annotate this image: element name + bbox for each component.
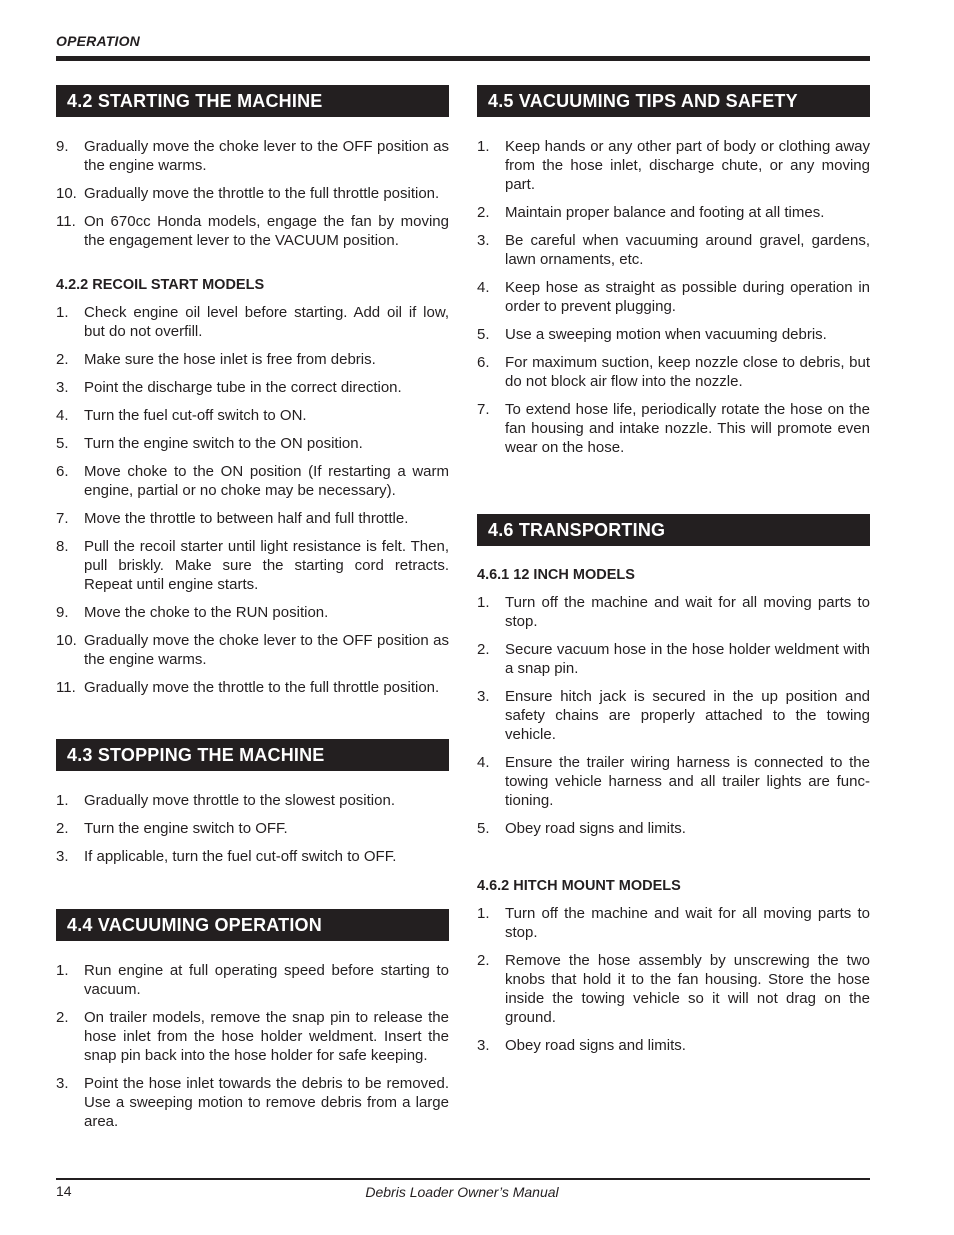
list-item-text: Move the choke to the RUN position.	[84, 604, 329, 621]
list-item-number: 9.	[56, 604, 69, 621]
right-column	[477, 85, 870, 1055]
list-item	[56, 462, 449, 500]
bottom-rule	[56, 1178, 870, 1180]
list-item-number: 1.	[56, 304, 69, 321]
list-item-number: 3.	[56, 379, 69, 396]
list-item-number: 2.	[477, 641, 490, 658]
list-item	[477, 904, 870, 942]
list-item-text: Ensure the trailer wiring harness is connected to the towing vehicle harness and all trailer lights are functioning.	[505, 754, 870, 809]
list-item	[477, 353, 870, 391]
list-item	[477, 753, 870, 810]
page-number: 14	[56, 1183, 72, 1199]
subsection-4-2-2-list	[56, 303, 449, 697]
list-item	[56, 1074, 449, 1131]
list-item-number: 11.	[56, 213, 76, 230]
list-item-text: On trailer models, remove the snap pin to release the hose inlet from the hose holder weldment. Insert the snap pin back into the hose holder for safe keeping.	[84, 1009, 449, 1064]
list-item-number: 4.	[56, 407, 69, 424]
list-item	[56, 791, 449, 810]
top-rule	[56, 56, 870, 61]
list-item	[56, 184, 449, 203]
section-4-6-heading: 4.6 TRANSPORTING	[477, 514, 870, 546]
list-item-number: 6.	[477, 354, 490, 371]
section-4-4-heading: 4.4 VACUUMING OPERATION	[56, 909, 449, 941]
list-item	[477, 137, 870, 194]
section-4-2-heading: 4.2 STARTING THE MACHINE	[56, 85, 449, 117]
list-item-text: Gradually move the choke lever to the OFF position as the engine warms.	[84, 138, 449, 174]
list-item-number: 5.	[477, 820, 490, 837]
list-item	[56, 378, 449, 397]
list-item-number: 11.	[56, 679, 76, 696]
list-item-text: Move the throttle to between half and full throttle.	[84, 510, 409, 527]
list-item-number: 4.	[477, 279, 490, 296]
left-column	[56, 85, 449, 1131]
list-item-text: Secure vacuum hose in the hose holder weldment with a snap pin.	[505, 641, 870, 677]
section-4-5-heading: 4.5 VACUUMING TIPS AND SAFETY	[477, 85, 870, 117]
list-item	[56, 434, 449, 453]
footer-manual-title: Debris Loader Owner’s Manual	[365, 1184, 559, 1200]
list-item	[56, 137, 449, 175]
list-item-text: Gradually move the throttle to the full throttle position.	[84, 679, 440, 696]
list-item	[56, 537, 449, 594]
list-item	[477, 687, 870, 744]
list-item	[56, 819, 449, 838]
list-item-text: Run engine at full operating speed before starting to vacuum.	[84, 962, 449, 998]
list-item	[477, 231, 870, 269]
list-item-text: Remove the hose assembly by unscrewing the two knobs that hold it to the fan housing. Store the hose inside the towing vehicle so it will not drag on the ground.	[505, 952, 870, 1026]
list-item-number: 10.	[56, 632, 77, 649]
list-item	[477, 819, 870, 838]
list-item-number: 2.	[56, 1009, 69, 1026]
list-item-number: 3.	[477, 688, 490, 705]
list-item	[477, 1036, 870, 1055]
list-item-text: Turn off the machine and wait for all moving parts to stop.	[505, 905, 870, 941]
list-item	[477, 400, 870, 457]
list-item-number: 2.	[477, 204, 490, 221]
list-item-text: Turn the fuel cut-off switch to ON.	[84, 407, 307, 424]
list-item-text: Move choke to the ON position (If restarting a warm engine, partial or no choke may be necessary).	[84, 463, 449, 499]
list-item-number: 1.	[477, 138, 490, 155]
list-item-text: If applicable, turn the fuel cut-off switch to OFF.	[84, 848, 397, 865]
list-item-text: Keep hose as straight as possible during operation in order to prevent plugging.	[505, 279, 870, 315]
list-item-number: 1.	[56, 792, 69, 809]
list-item-number: 2.	[56, 351, 69, 368]
section-4-4-list	[56, 961, 449, 1131]
subsection-4-6-1-heading: 4.6.1 12 INCH MODELS	[477, 567, 635, 583]
list-item-number: 2.	[477, 952, 490, 969]
section-4-3-list	[56, 791, 449, 866]
list-item-number: 5.	[477, 326, 490, 343]
list-item-text: For maximum suction, keep nozzle close to debris, but do not block air flow into the nozzle.	[505, 354, 870, 390]
section-4-2-list	[56, 137, 449, 250]
list-item	[56, 678, 449, 697]
list-item	[56, 603, 449, 622]
list-item-number: 3.	[56, 1075, 69, 1092]
list-item-text: Ensure hitch jack is secured in the up position and safety chains are properly attached to the towing vehicle.	[505, 688, 870, 743]
list-item-number: 1.	[477, 905, 490, 922]
list-item-number: 3.	[477, 232, 490, 249]
subsection-4-6-1-list	[477, 593, 870, 838]
subsection-4-6-2-heading: 4.6.2 HITCH MOUNT MODELS	[477, 878, 681, 894]
list-item-text: Pull the recoil starter until light resistance is felt. Then, pull briskly. Make sure the starting cord retracts. Repeat until engine starts.	[84, 538, 449, 593]
list-item-text: Turn the engine switch to the ON position.	[84, 435, 363, 452]
list-item-number: 6.	[56, 463, 69, 480]
list-item-number: 7.	[56, 510, 69, 527]
list-item-text: Check engine oil level before starting. Add oil if low, but do not overfill.	[84, 304, 449, 340]
list-item-text: On 670cc Honda models, engage the fan by moving the engagement lever to the VACUUM position.	[84, 213, 449, 249]
list-item-text: Be careful when vacuuming around gravel, gardens, lawn ornaments, etc.	[505, 232, 870, 268]
list-item	[56, 350, 449, 369]
list-item-number: 7.	[477, 401, 490, 418]
list-item-text: Maintain proper balance and footing at all times.	[505, 204, 825, 221]
list-item	[56, 303, 449, 341]
list-item-text: Obey road signs and limits.	[505, 1037, 686, 1054]
list-item-text: Point the hose inlet towards the debris to be removed. Use a sweeping motion to remove debris from a large area.	[84, 1075, 449, 1130]
subsection-4-2-2-heading: 4.2.2 RECOIL START MODELS	[56, 277, 265, 293]
section-4-3-heading: 4.3 STOPPING THE MACHINE	[56, 739, 449, 771]
list-item-number: 1.	[56, 962, 69, 979]
list-item	[56, 1008, 449, 1065]
list-item	[56, 631, 449, 669]
list-item-text: Gradually move the choke lever to the OFF position as the engine warms.	[84, 632, 449, 668]
list-item	[477, 203, 870, 222]
list-item	[56, 406, 449, 425]
list-item-number: 5.	[56, 435, 69, 452]
list-item-text: Turn off the machine and wait for all moving parts to stop.	[505, 594, 870, 630]
list-item	[477, 951, 870, 1027]
list-item-text: Turn the engine switch to OFF.	[84, 820, 288, 837]
list-item	[477, 593, 870, 631]
list-item-number: 4.	[477, 754, 490, 771]
list-item	[56, 961, 449, 999]
running-head: OPERATION	[56, 33, 140, 49]
list-item	[56, 509, 449, 528]
list-item-number: 1.	[477, 594, 490, 611]
list-item-number: 10.	[56, 185, 77, 202]
list-item-number: 9.	[56, 138, 69, 155]
list-item-text: Gradually move throttle to the slowest position.	[84, 792, 395, 809]
list-item	[56, 212, 449, 250]
list-item	[477, 325, 870, 344]
list-item-text: Keep hands or any other part of body or clothing away from the hose inlet, discharge chute, or any moving part.	[505, 138, 870, 193]
list-item-number: 2.	[56, 820, 69, 837]
subsection-4-6-2-list	[477, 904, 870, 1055]
list-item-text: Obey road signs and limits.	[505, 820, 686, 837]
list-item-text: Make sure the hose inlet is free from debris.	[84, 351, 376, 368]
list-item	[477, 640, 870, 678]
list-item-text: Use a sweeping motion when vacuuming debris.	[505, 326, 827, 343]
list-item	[56, 847, 449, 866]
list-item-text: Gradually move the throttle to the full throttle position.	[84, 185, 440, 202]
list-item-number: 3.	[477, 1037, 490, 1054]
list-item-number: 8.	[56, 538, 69, 555]
list-item-text: To extend hose life, periodically rotate the hose on the fan housing and intake nozzle. This will promote even wear on the hose.	[505, 401, 870, 456]
section-4-5-list	[477, 137, 870, 457]
list-item-number: 3.	[56, 848, 69, 865]
list-item-text: Point the discharge tube in the correct direction.	[84, 379, 402, 396]
list-item	[477, 278, 870, 316]
